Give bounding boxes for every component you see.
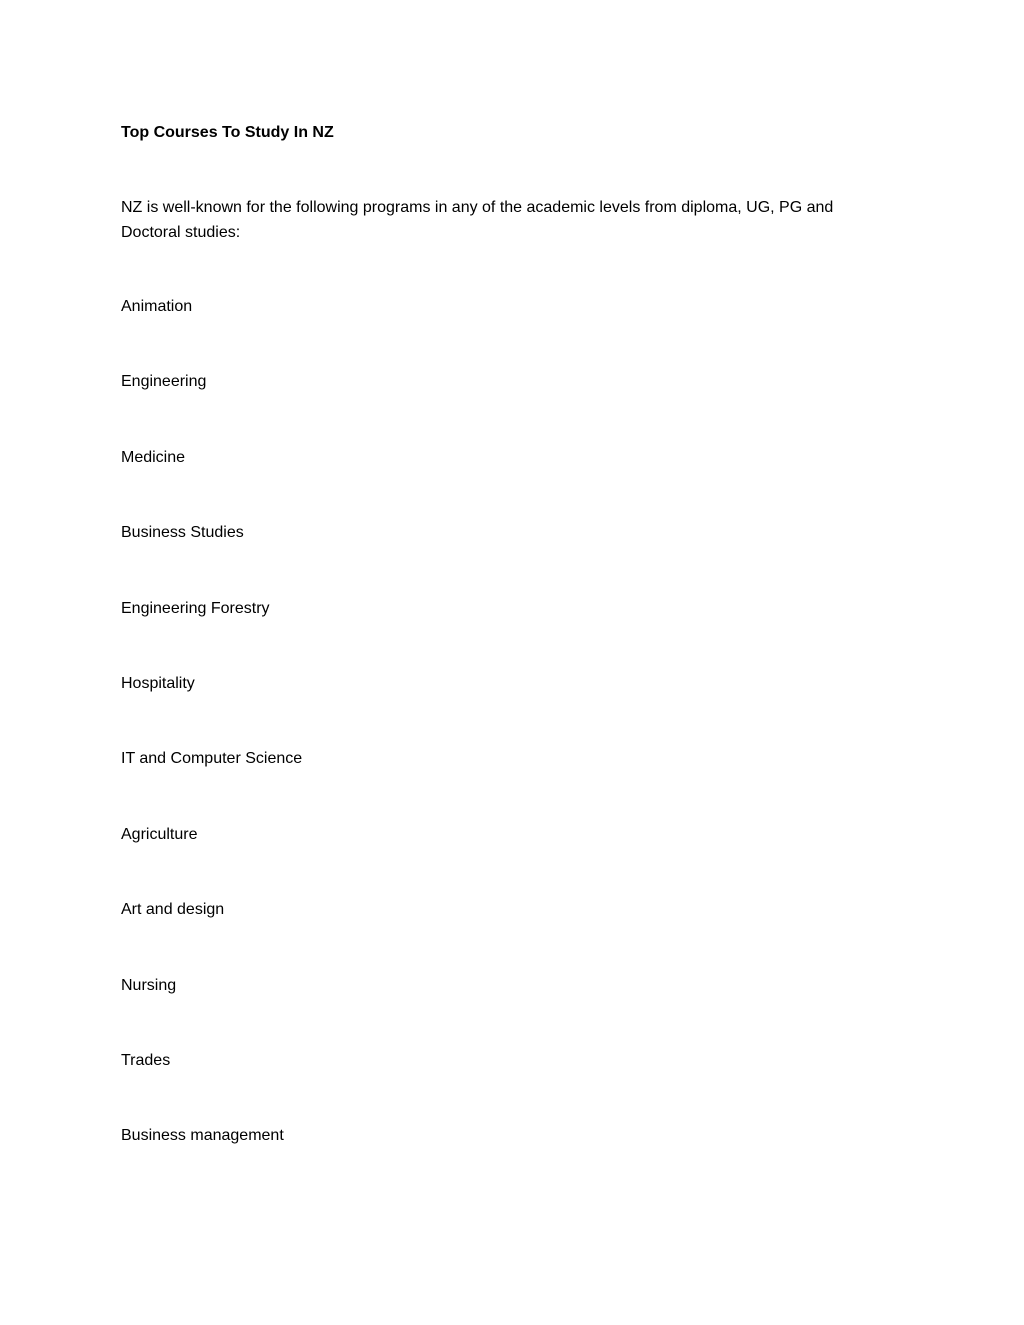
course-item: Trades — [121, 1051, 171, 1069]
course-item: Art and design — [121, 901, 225, 919]
course-item: Medicine — [121, 448, 186, 466]
course-item: Business management — [121, 1127, 284, 1145]
course-item: Hospitality — [121, 674, 195, 692]
course-item: Business Studies — [121, 524, 244, 542]
intro-paragraph: NZ is well-known for the following programs in any of the academic levels from diploma, UG, PG and Doctoral studies: — [121, 199, 834, 241]
course-item: Engineering Forestry — [121, 599, 270, 617]
course-item: Nursing — [121, 976, 177, 994]
course-item: Agriculture — [121, 825, 198, 843]
course-item: IT and Computer Science — [121, 750, 303, 768]
course-list — [121, 296, 302, 1201]
course-item: Engineering — [121, 373, 207, 391]
document-title: Top Courses To Study In NZ — [121, 124, 334, 141]
course-item: Animation — [121, 298, 193, 315]
